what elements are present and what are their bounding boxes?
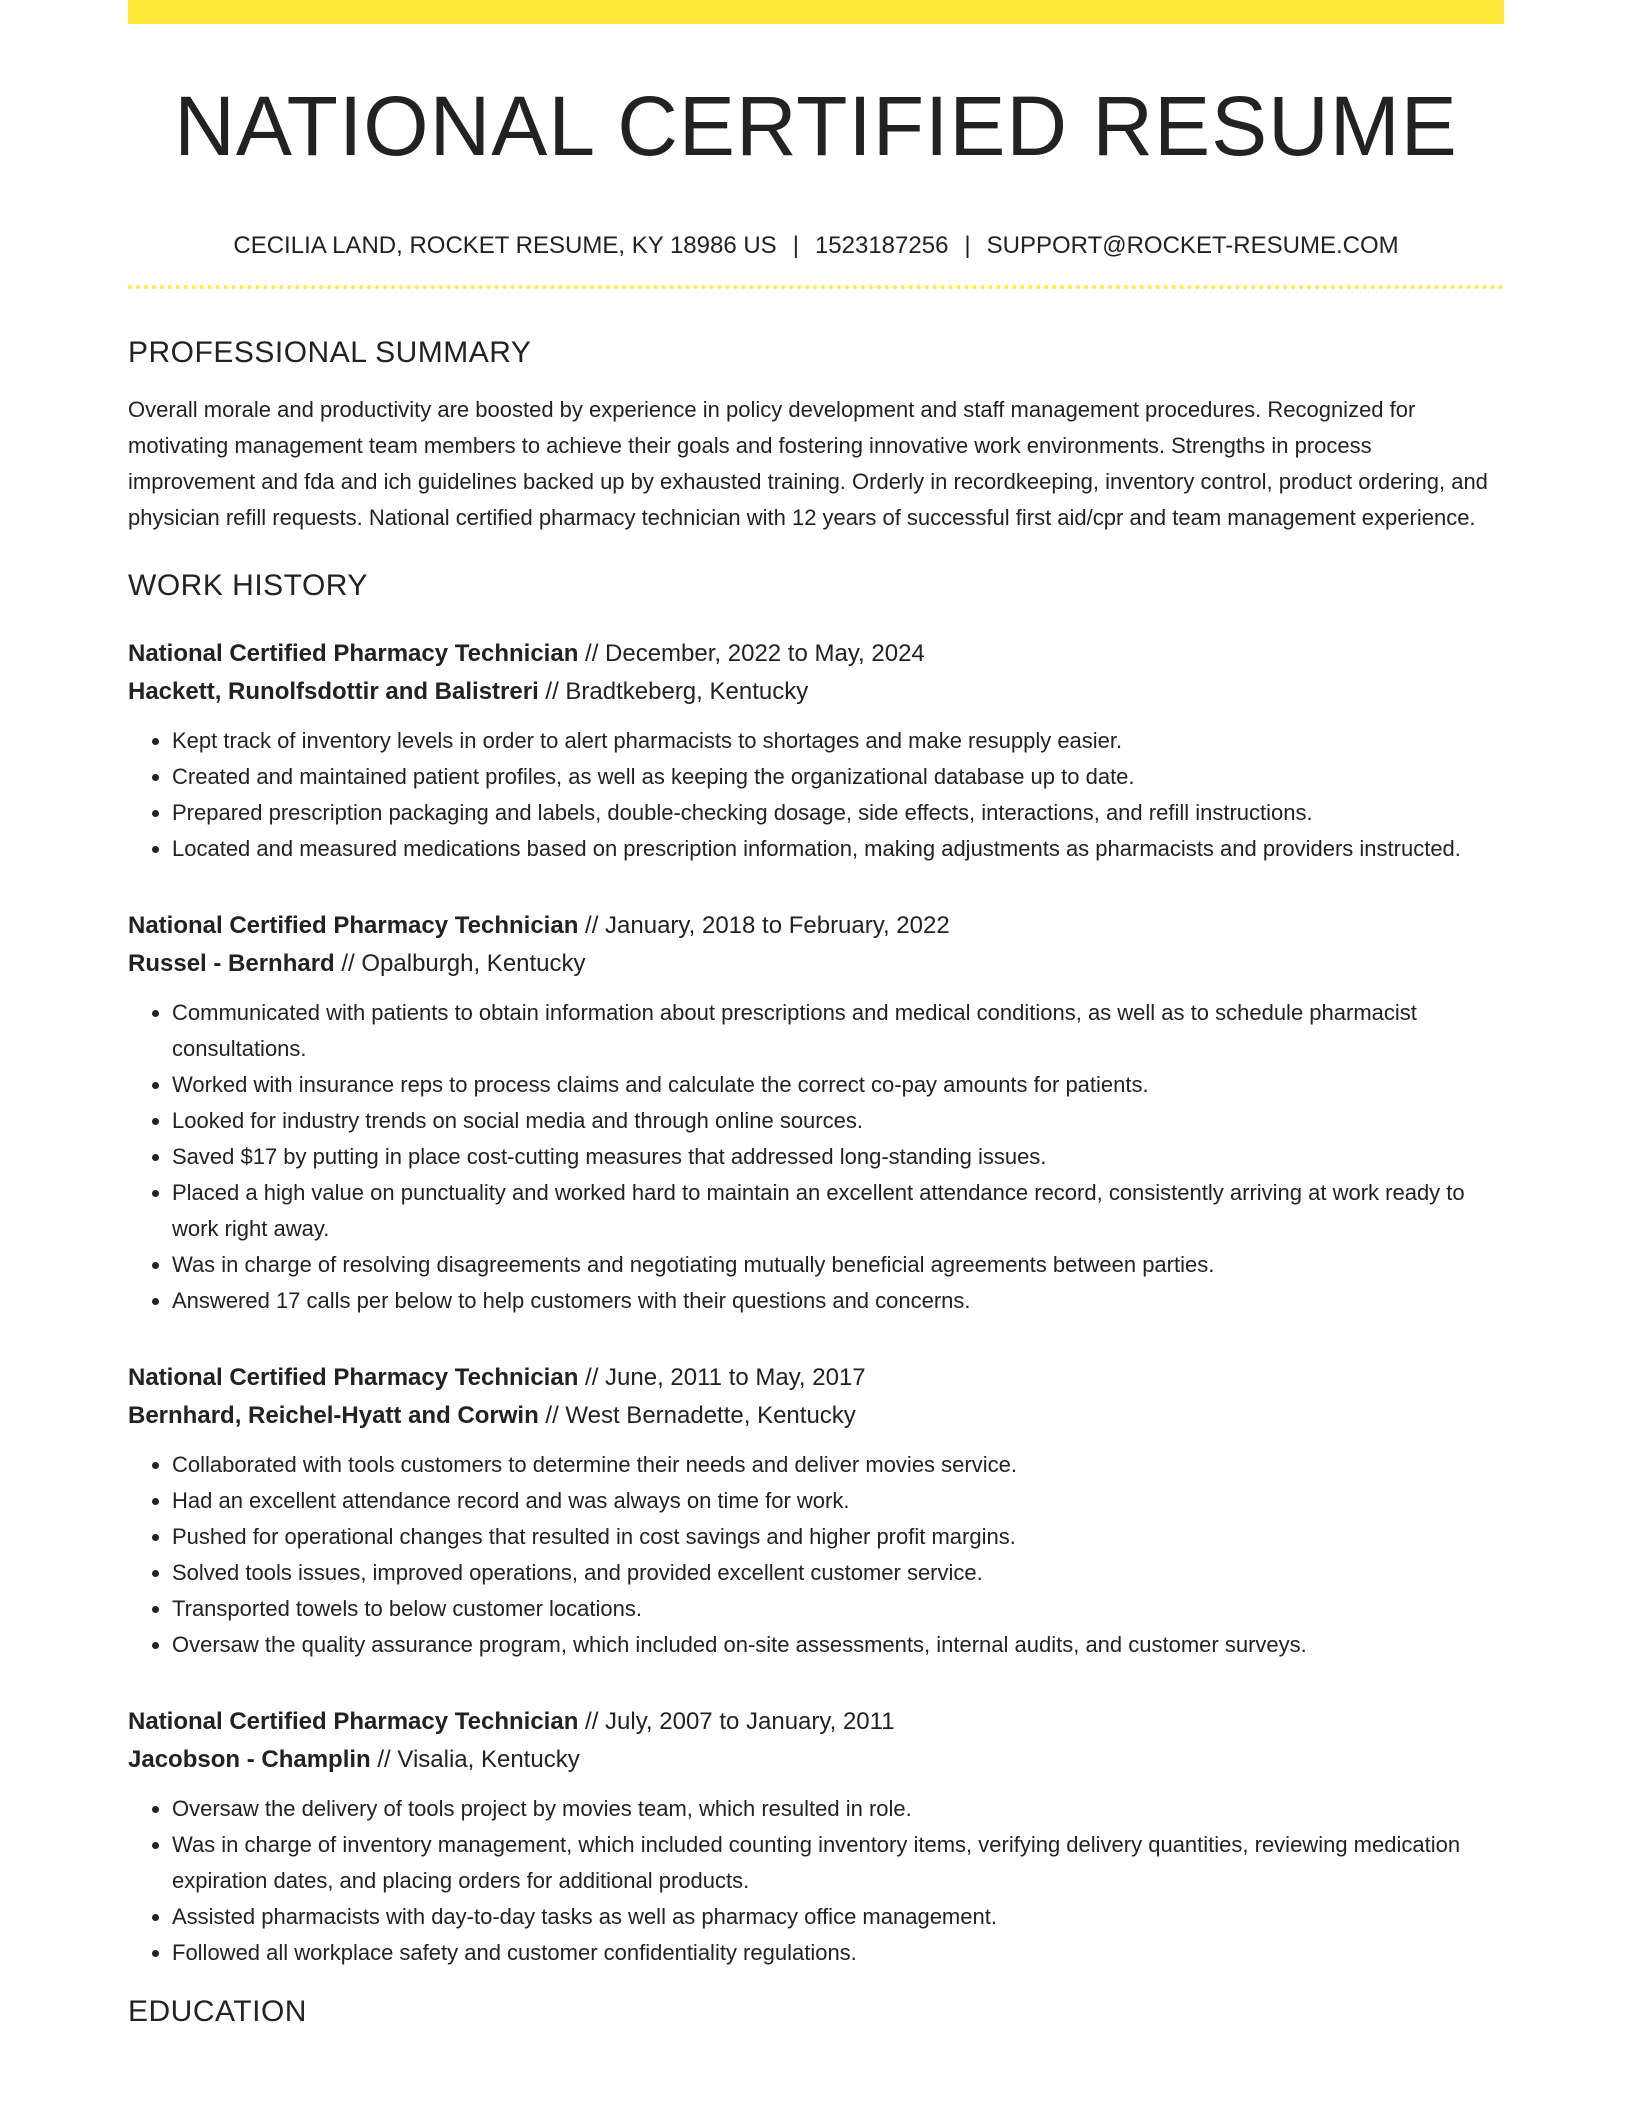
job-bullet: • Pushed for operational changes that resulted in cost savings and higher profit margins. <box>172 1519 1504 1555</box>
job-role: National Certified Pharmacy Technician <box>128 640 579 667</box>
job-bullet: • Oversaw the delivery of tools project by movies team, which resulted in role. <box>172 1791 1504 1827</box>
job-bullet: • Solved tools issues, improved operations, and provided excellent customer service. <box>172 1555 1504 1591</box>
job-bullet: • Assisted pharmacists with day-to-day tasks as well as pharmacy office management. <box>172 1899 1504 1935</box>
contact-line <box>128 234 1504 258</box>
job-dates: // December, 2022 to May, 2024 <box>578 640 925 667</box>
contact-phone: 1523187256 <box>814 232 949 259</box>
contact-address: CECILIA LAND, ROCKET RESUME, KY 18986 US <box>233 232 777 259</box>
contact-email: SUPPORT@ROCKET-RESUME.COM <box>986 232 1399 259</box>
job-bullet: • Worked with insurance reps to process claims and calculate the correct co-pay amounts for patients. <box>172 1067 1504 1103</box>
job-entry <box>128 907 1504 1319</box>
work-history-heading: WORK HISTORY <box>128 569 368 602</box>
job-role: National Certified Pharmacy Technician <box>128 912 579 939</box>
job-role: National Certified Pharmacy Technician <box>128 1708 579 1735</box>
job-bullets <box>128 723 1504 867</box>
job-bullet: • Collaborated with tools customers to determine their needs and deliver movies service. <box>172 1447 1504 1483</box>
job-bullet: • Had an excellent attendance record and was always on time for work. <box>172 1483 1504 1519</box>
top-accent-bar <box>128 0 1504 24</box>
job-company: Russel - Bernhard <box>128 950 335 977</box>
job-company: Bernhard, Reichel-Hyatt and Corwin <box>128 1402 539 1429</box>
job-bullet: • Looked for industry trends on social media and through online sources. <box>172 1103 1504 1139</box>
contact-separator: | <box>792 232 799 259</box>
job-company-line <box>128 945 1504 983</box>
job-role-line <box>128 635 1504 673</box>
job-dates: // July, 2007 to January, 2011 <box>578 1708 895 1735</box>
job-role-line <box>128 1359 1504 1397</box>
job-bullet: • Was in charge of resolving disagreements and negotiating mutually beneficial agreements between parties. <box>172 1247 1504 1283</box>
job-role: National Certified Pharmacy Technician <box>128 1364 579 1391</box>
job-role-line <box>128 1703 1504 1741</box>
job-bullet: • Was in charge of inventory management, which included counting inventory items, verifying delivery quantities, reviewing medication expiration dates, and placing orders for additional products. <box>172 1827 1504 1899</box>
dotted-divider <box>128 285 1504 289</box>
job-company: Hackett, Runolfsdottir and Balistreri <box>128 678 539 705</box>
job-company: Jacobson - Champlin <box>128 1746 371 1773</box>
job-location: // West Bernadette, Kentucky <box>538 1402 856 1429</box>
job-bullet: • Oversaw the quality assurance program, which included on-site assessments, internal audits, and customer surveys. <box>172 1627 1504 1663</box>
job-company-line <box>128 673 1504 711</box>
job-bullets <box>128 1791 1504 1971</box>
job-bullets <box>128 1447 1504 1663</box>
summary-heading: PROFESSIONAL SUMMARY <box>128 336 532 369</box>
job-bullet: • Answered 17 calls per below to help customers with their questions and concerns. <box>172 1283 1504 1319</box>
job-bullet: • Followed all workplace safety and customer confidentiality regulations. <box>172 1935 1504 1971</box>
contact-separator: | <box>964 232 971 259</box>
job-dates: // January, 2018 to February, 2022 <box>578 912 950 939</box>
job-entry <box>128 1359 1504 1663</box>
job-role-line <box>128 907 1504 945</box>
job-location: // Opalburgh, Kentucky <box>334 950 586 977</box>
job-company-line <box>128 1397 1504 1435</box>
job-location: // Bradtkeberg, Kentucky <box>538 678 809 705</box>
education-heading: EDUCATION <box>128 1995 307 2028</box>
summary-text: Overall morale and productivity are boosted by experience in policy development and staff management procedures. Recognized for motivating management team members to achieve their goals and fostering innovative work environments. Strengths in process improvement and fda and ich guidelines backed up by exhausted training. Orderly in recordkeeping, inventory control, product ordering, and physician refill requests. National certified pharmacy technician with 12 years of successful first aid/cpr and team management experience. <box>128 397 1488 530</box>
job-bullet: • Placed a high value on punctuality and worked hard to maintain an excellent attendance record, consistently arriving at work ready to work right away. <box>172 1175 1504 1247</box>
job-entry <box>128 1703 1504 1971</box>
job-company-line <box>128 1741 1504 1779</box>
job-bullet: • Saved $17 by putting in place cost-cutting measures that addressed long-standing issues. <box>172 1139 1504 1175</box>
job-bullet: • Prepared prescription packaging and labels, double-checking dosage, side effects, interactions, and refill instructions. <box>172 795 1504 831</box>
resume-page <box>128 0 1504 2027</box>
job-bullet: • Located and measured medications based on prescription information, making adjustments as pharmacists and providers instructed. <box>172 831 1504 867</box>
resume-title: NATIONAL CERTIFIED RESUME <box>174 79 1458 173</box>
job-location: // Visalia, Kentucky <box>370 1746 580 1773</box>
job-entry <box>128 635 1504 867</box>
job-bullet: • Communicated with patients to obtain information about prescriptions and medical conditions, as well as to schedule pharmacist consultations. <box>172 995 1504 1067</box>
job-dates: // June, 2011 to May, 2017 <box>578 1364 866 1391</box>
job-bullet: • Created and maintained patient profiles, as well as keeping the organizational database up to date. <box>172 759 1504 795</box>
job-bullets <box>128 995 1504 1319</box>
job-bullet: • Kept track of inventory levels in order to alert pharmacists to shortages and make resupply easier. <box>172 723 1504 759</box>
job-bullet: • Transported towels to below customer locations. <box>172 1591 1504 1627</box>
